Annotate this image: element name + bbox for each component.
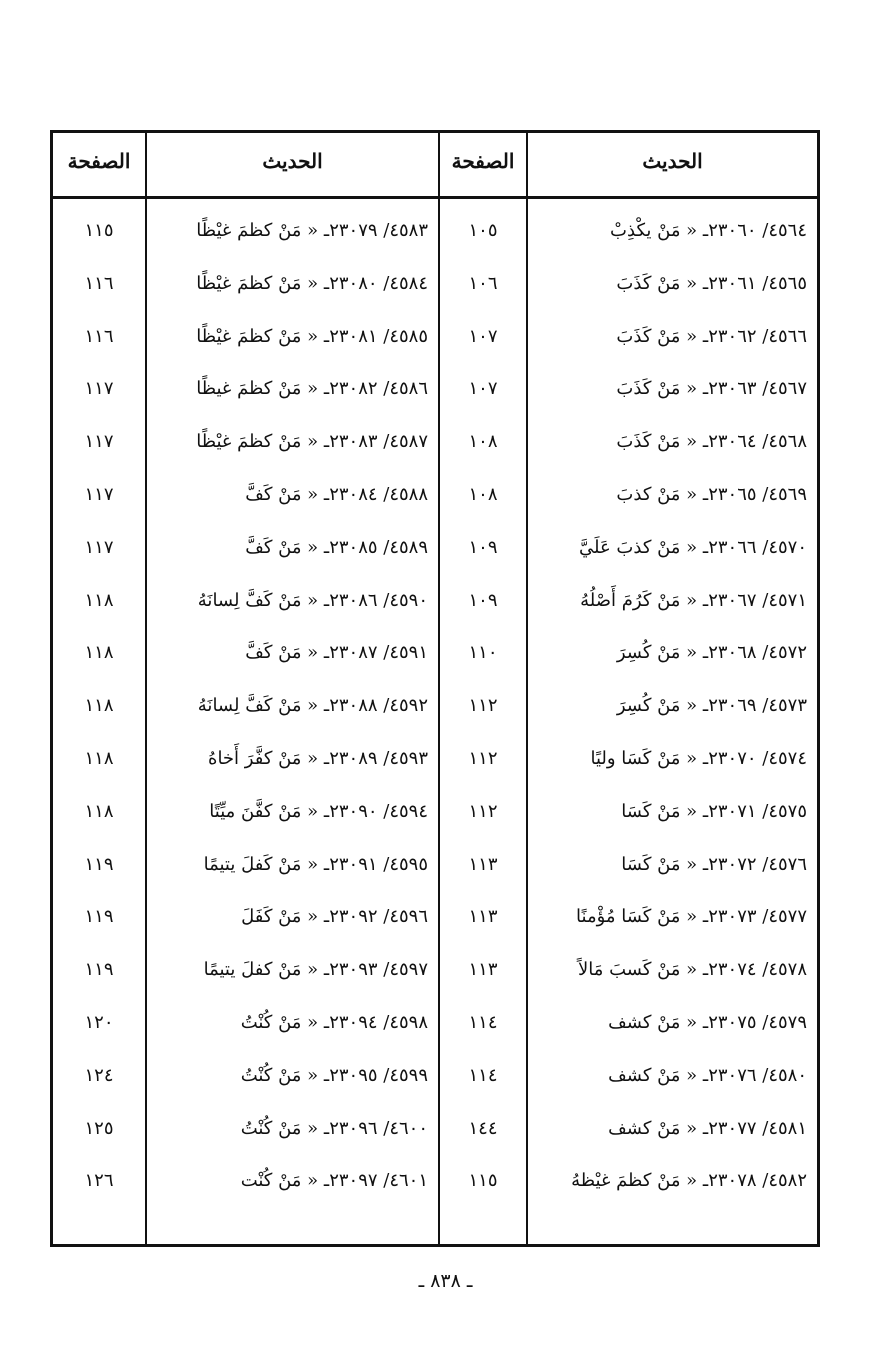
hadith-entry-left: ٤٥٩٢/ ٢٣٠٨٨ـ « مَنْ كَفَّ لِسانَهُ [197, 695, 428, 717]
hadith-entry-right: ٤٥٨١/ ٢٣٠٧٧ـ « مَنْ كشف [608, 1117, 807, 1139]
table-row [53, 575, 817, 628]
page-number-right: ١١٥ [468, 1170, 498, 1192]
header-hadith-right: الحديث [642, 149, 703, 173]
header-page-left: الصفحة [67, 149, 131, 173]
page-number-right: ١٠٥ [468, 220, 498, 241]
table-row [53, 416, 817, 469]
hadith-entry-right: ٤٥٦٩/ ٢٣٠٦٥ـ « مَنْ كذبَ [616, 483, 807, 505]
page-number-right: ١٤٤ [468, 1117, 498, 1139]
hadith-entry-right: ٤٥٧٧/ ٢٣٠٧٣ـ « مَنْ كَسَا مُؤْمنًا [576, 906, 807, 928]
page-number-left: ١٢٥ [84, 1117, 114, 1139]
hadith-entry-left: ٤٦٠٠/ ٢٣٠٩٦ـ « مَنْ كُنْتُ [240, 1117, 428, 1139]
page-number-left: ١١٦ [84, 325, 114, 347]
hadith-entry-right: ٤٥٦٥/ ٢٣٠٦١ـ « مَنْ كَذَبَ [616, 272, 807, 294]
page-number-left: ١١٨ [84, 800, 114, 822]
page-number-right: ١١٤ [468, 1064, 498, 1086]
table-row [53, 1155, 817, 1208]
page-number-right: ١١٣ [468, 853, 498, 875]
hadith-entry-right: ٤٥٧٣/ ٢٣٠٦٩ـ « مَنْ كُسِرَ [616, 695, 807, 717]
page-number-right: ١٠٧ [468, 325, 498, 347]
hadith-entry-right: ٤٥٧١/ ٢٣٠٦٧ـ « مَنْ كَرُمَ أَصْلُهُ [580, 589, 807, 611]
hadith-entry-left: ٤٥٨٥/ ٢٣٠٨١ـ « مَنْ كظمَ غيْظًا [196, 325, 428, 347]
page-number-left: ١١٨ [84, 642, 114, 664]
hadith-entry-right: ٤٥٨٢/ ٢٣٠٧٨ـ « مَنْ كظمَ غيْظهُ [571, 1170, 807, 1192]
header-page-right: الصفحة [451, 149, 515, 173]
table-row [53, 786, 817, 839]
page-number: ـ ٨٣٨ ـ [418, 1270, 473, 1292]
page-number-left: ١١٩ [84, 959, 114, 981]
hadith-entry-left: ٤٥٨٧/ ٢٣٠٨٣ـ « مَنْ كظمَ غيْظًا [196, 431, 428, 453]
hadith-entry-right: ٤٥٧٤/ ٢٣٠٧٠ـ « مَنْ كَسَا وليًا [590, 747, 807, 769]
hadith-entry-left: ٤٥٩٦/ ٢٣٠٩٢ـ « مَنْ كَفَلَ [241, 906, 428, 928]
table-row [53, 680, 817, 733]
hadith-entry-right: ٤٥٦٧/ ٢٣٠٦٣ـ « مَنْ كَذَبَ [616, 378, 807, 400]
page-number-left: ١١٧ [84, 536, 114, 558]
page-number-right: ١٠٩ [468, 589, 498, 611]
hadith-entry-left: ٤٥٩٩/ ٢٣٠٩٥ـ « مَنْ كُنْتُ [240, 1064, 428, 1086]
table-row [53, 627, 817, 680]
table-row [53, 469, 817, 522]
hadith-entry-left: ٤٥٩٥/ ٢٣٠٩١ـ « مَنْ كَفلَ يتيمًا [203, 853, 428, 875]
table-row [53, 997, 817, 1050]
page-number-right: ١١٣ [468, 906, 498, 928]
table-row [53, 258, 817, 311]
table-row [53, 1103, 817, 1156]
page-number-right: ١١٣ [468, 959, 498, 981]
page-number-left: ١١٩ [84, 853, 114, 875]
page-number-left: ١٢٠ [84, 1011, 114, 1033]
hadith-entry-right: ٤٥٧٦/ ٢٣٠٧٢ـ « مَنْ كَسَا [621, 853, 807, 875]
table-row [53, 839, 817, 892]
hadith-index-table [50, 130, 820, 1247]
hadith-entry-left: ٤٥٩١/ ٢٣٠٨٧ـ « مَنْ كَفَّ [245, 642, 428, 664]
hadith-entry-right: ٤٥٧٨/ ٢٣٠٧٤ـ « مَنْ كَسبَ مَالاً [577, 959, 807, 981]
page-number-right: ١٠٩ [468, 536, 498, 558]
page-number-left: ١٢٤ [84, 1064, 114, 1086]
table-row [53, 944, 817, 997]
table-row [53, 733, 817, 786]
hadith-entry-right: ٤٥٧٠/ ٢٣٠٦٦ـ « مَنْ كذبَ عَلَيَّ [579, 536, 807, 558]
page-number-left: ١١٦ [84, 272, 114, 294]
hadith-entry-left: ٤٥٩٤/ ٢٣٠٩٠ـ « مَنْ كفَّنَ ميِّتًا [209, 800, 428, 822]
page-number-right: ١٠٨ [468, 483, 498, 505]
table-row [53, 363, 817, 416]
page-number-left: ١١٨ [84, 747, 114, 769]
hadith-entry-right: ٤٥٦٦/ ٢٣٠٦٢ـ « مَنْ كَذَبَ [616, 325, 807, 347]
hadith-entry-right: ٤٥٧٩/ ٢٣٠٧٥ـ « مَنْ كشف [608, 1011, 807, 1033]
hadith-entry-left: ٤٥٨٨/ ٢٣٠٨٤ـ « مَنْ كَفَّ [245, 483, 428, 505]
table-row [53, 1050, 817, 1103]
page-number-left: ١١٩ [84, 906, 114, 928]
page-number-left: ١١٧ [84, 378, 114, 400]
hadith-entry-right: ٤٥٧٥/ ٢٣٠٧١ـ « مَنْ كَسَا [621, 800, 807, 822]
page-number-right: ١٠٨ [468, 431, 498, 453]
page-number-left: ١١٨ [84, 589, 114, 611]
hadith-entry-right: ٤٥٦٨/ ٢٣٠٦٤ـ « مَنْ كَذَبَ [616, 431, 807, 453]
table-row [53, 891, 817, 944]
header-divider [53, 196, 817, 199]
page-number-right: ١١٤ [468, 1011, 498, 1033]
table-row [53, 522, 817, 575]
hadith-entry-left: ٤٦٠١/ ٢٣٠٩٧ـ « مَنْ كُنْت [240, 1170, 428, 1192]
hadith-entry-right: ٤٥٧٢/ ٢٣٠٦٨ـ « مَنْ كُسِرَ [616, 642, 807, 664]
hadith-entry-right: ٤٥٦٤/ ٢٣٠٦٠ـ « مَنْ يكْذِبْ [610, 220, 807, 241]
hadith-entry-left: ٤٥٨٣/ ٢٣٠٧٩ـ « مَنْ كظمَ غيْظًا [196, 220, 428, 241]
page-number-left: ١٢٦ [84, 1170, 114, 1192]
hadith-entry-left: ٤٥٩٠/ ٢٣٠٨٦ـ « مَنْ كَفَّ لِسانَهُ [197, 589, 428, 611]
page-number-left: ١١٨ [84, 695, 114, 717]
page-number-left: ١١٥ [84, 220, 114, 241]
page-number-right: ١٠٦ [468, 272, 498, 294]
hadith-entry-left: ٤٥٩٣/ ٢٣٠٨٩ـ « مَنْ كفَّرَ أَخاهُ [208, 747, 428, 769]
table-row [53, 205, 817, 258]
page-number-left: ١١٧ [84, 483, 114, 505]
table-row [53, 311, 817, 364]
header-hadith-left: الحديث [262, 149, 323, 173]
page-number-left: ١١٧ [84, 431, 114, 453]
hadith-entry-left: ٤٥٩٨/ ٢٣٠٩٤ـ « مَنْ كُنْتُ [240, 1011, 428, 1033]
page-number-right: ١٠٧ [468, 378, 498, 400]
hadith-entry-left: ٤٥٨٩/ ٢٣٠٨٥ـ « مَنْ كَفَّ [245, 536, 428, 558]
hadith-entry-left: ٤٥٨٦/ ٢٣٠٨٢ـ « مَنْ كظمَ غيظًا [196, 378, 428, 400]
hadith-entry-left: ٤٥٩٧/ ٢٣٠٩٣ـ « مَنْ كفلَ يتيمًا [203, 959, 428, 981]
index-rows [53, 205, 817, 1208]
page-number-right: ١١٢ [468, 747, 498, 769]
page-number-right: ١١٢ [468, 800, 498, 822]
hadith-entry-left: ٤٥٨٤/ ٢٣٠٨٠ـ « مَنْ كظمَ غيْظًا [196, 272, 428, 294]
hadith-entry-right: ٤٥٨٠/ ٢٣٠٧٦ـ « مَنْ كشف [608, 1064, 807, 1086]
page-number-right: ١١٢ [468, 695, 498, 717]
page-number-right: ١١٠ [468, 642, 498, 664]
